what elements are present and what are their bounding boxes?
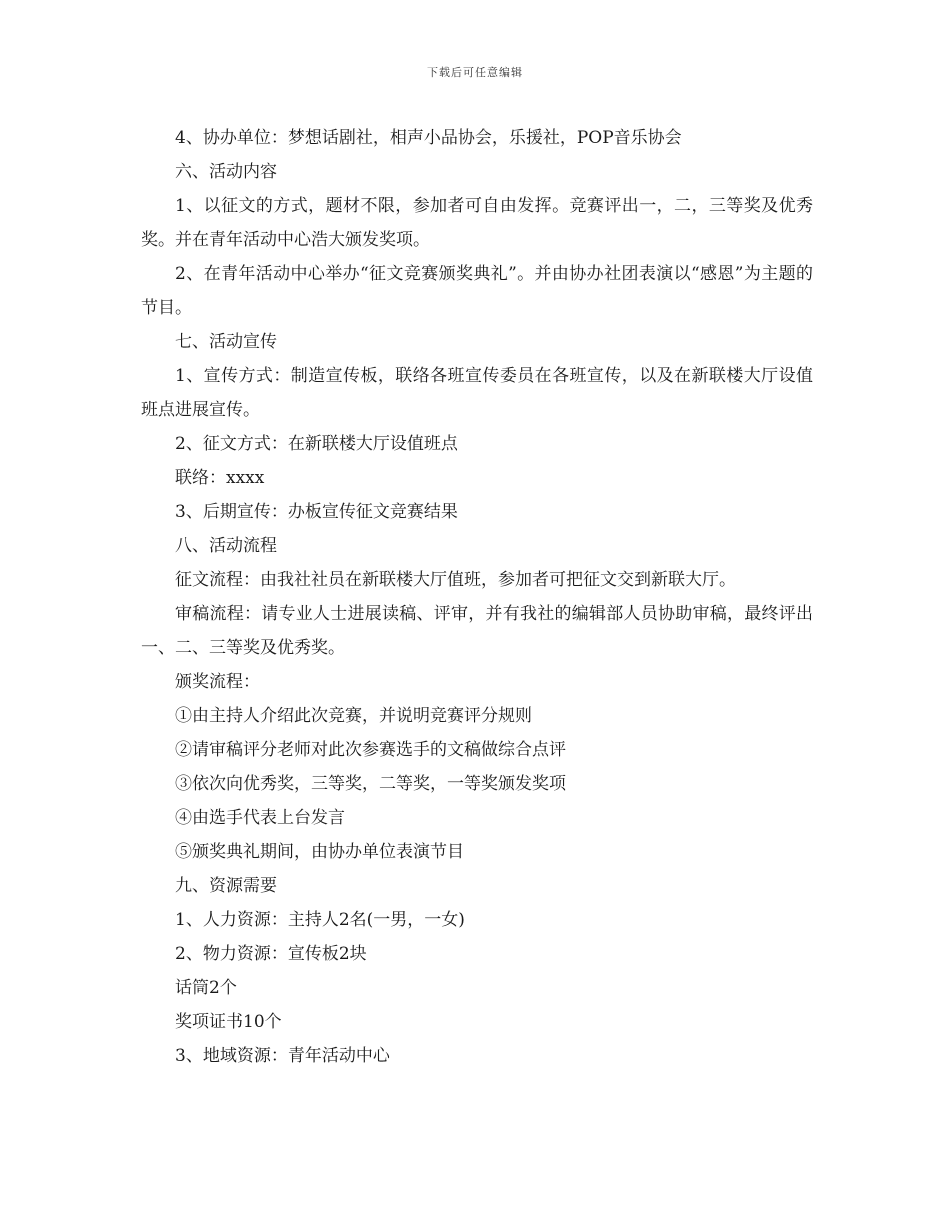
- paragraph: 审稿流程：请专业人士进展读稿、评审，并有我社的编辑部人员协助审稿，最终评出一、二、三等奖及优秀奖。: [141, 604, 813, 658]
- paragraph: 1、宣传方式：制造宣传板，联络各班宣传委员在各班宣传，以及在新联楼大厅设值班点进展宣传。: [141, 366, 813, 420]
- paragraph: 1、人力资源：主持人2名(一男，一女): [175, 910, 465, 930]
- list-item: ①由主持人介绍此次竞赛，并说明竞赛评分规则: [175, 706, 532, 726]
- paragraph: 1、以征文的方式，题材不限，参加者可自由发挥。竞赛评出一，二，三等奖及优秀奖。并在青年活动中心浩大颁发奖项。: [141, 196, 813, 250]
- paragraph: 4、协办单位：梦想话剧社，相声小品协会，乐援社，POP音乐协会: [175, 128, 682, 148]
- paragraph: 颁奖流程：: [175, 672, 260, 692]
- section-heading: 九、资源需要: [175, 876, 277, 896]
- document-body: [141, 121, 813, 1073]
- section-heading: 七、活动宣传: [175, 332, 277, 352]
- paragraph: 联络：xxxx: [175, 468, 265, 488]
- list-item: ⑤颁奖典礼期间，由协办单位表演节目: [175, 842, 464, 862]
- paragraph: 2、在青年活动中心举办“征文竞赛颁奖典礼”。并由协办社团表演以“感恩”为主题的节目。: [141, 264, 813, 318]
- paragraph: 3、地域资源：青年活动中心: [175, 1046, 390, 1066]
- page-header: 下载后可任意编辑: [427, 66, 523, 79]
- paragraph: 奖项证书10个: [175, 1012, 282, 1032]
- section-heading: 六、活动内容: [175, 162, 277, 182]
- paragraph: 3、后期宣传：办板宣传征文竞赛结果: [175, 502, 458, 522]
- paragraph: 话筒2个: [175, 978, 237, 998]
- paragraph: 征文流程：由我社社员在新联楼大厅值班，参加者可把征文交到新联大厅。: [175, 570, 736, 590]
- list-item: ②请审稿评分老师对此次参赛选手的文稿做综合点评: [175, 740, 566, 760]
- list-item: ④由选手代表上台发言: [175, 808, 345, 828]
- section-heading: 八、活动流程: [175, 536, 277, 556]
- paragraph: 2、征文方式：在新联楼大厅设值班点: [175, 434, 458, 454]
- list-item: ③依次向优秀奖，三等奖，二等奖，一等奖颁发奖项: [175, 774, 566, 794]
- paragraph: 2、物力资源：宣传板2块: [175, 944, 367, 964]
